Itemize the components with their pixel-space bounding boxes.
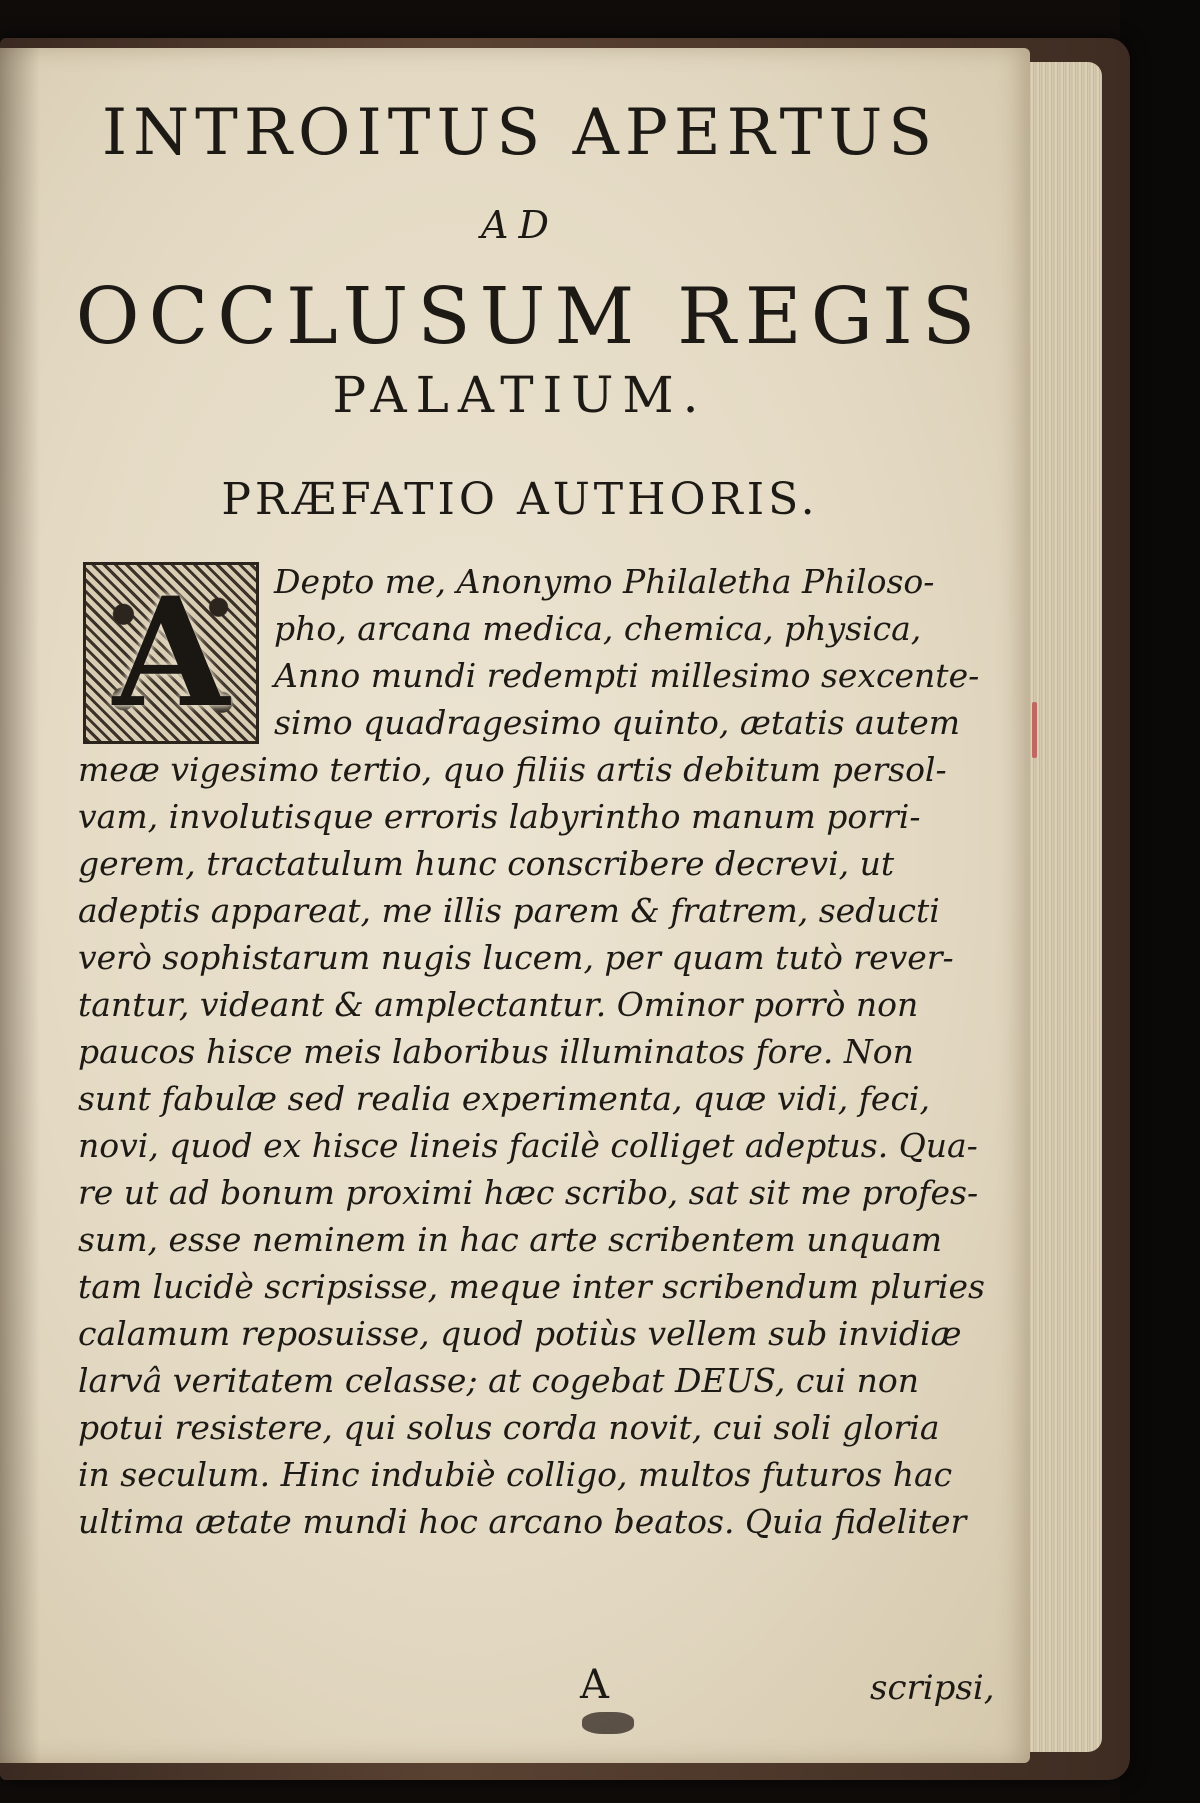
title-line-1: INTROITUS APERTUS: [101, 96, 939, 170]
body-line: in seculum. Hinc indubiè colligo, multos futuros hac: [78, 1455, 953, 1494]
background: [1120, 0, 1200, 1803]
body-line: simo quadragesimo quinto, ætatis autem: [274, 703, 961, 742]
body-line: tam lucidè scripsisse, meque inter scribendum pluries: [78, 1267, 985, 1306]
title-line-3: OCCLUSUM REGIS: [75, 272, 985, 362]
body-line: potui resistere, qui solus corda novit, cui soli gloria: [78, 1408, 940, 1447]
spine-shadow: [0, 48, 40, 1763]
body-line: calamum reposuisse, quod potiùs vellem sub invidiæ: [78, 1314, 962, 1353]
body-line: larvâ veritatem celasse; at cogebat DEUS, cui non: [78, 1361, 919, 1400]
preface-heading: PRÆFATIO AUTHORIS.: [221, 474, 819, 525]
body-line: gerem, tractatulum hunc conscribere decrevi, ut: [78, 844, 895, 883]
body-line: tantur, videant & amplectantur. Ominor porrò non: [78, 985, 919, 1024]
red-edge-mark: [1032, 702, 1037, 758]
catchword: scripsi,: [870, 1668, 995, 1708]
body-line: pho, arcana medica, chemica, physica,: [274, 609, 922, 648]
body-line: re ut ad bonum proximi hæc scribo, sat sit me profes-: [78, 1173, 979, 1212]
body-line: vam, involutisque erroris labyrintho manum porri-: [78, 797, 921, 836]
body-line: sunt fabulæ sed realia experimenta, quæ vidi, feci,: [78, 1079, 930, 1118]
initial-letter: A: [112, 565, 230, 741]
body-line: Anno mundi redempti millesimo sexcente-: [274, 656, 980, 695]
body-line: Depto me, Anonymo Philaletha Philoso-: [274, 562, 935, 601]
body-line: novi, quod ex hisce lineis facilè colliget adeptus. Qua-: [78, 1126, 978, 1165]
body-line: verò sophistarum nugis lucem, per quam tutò rever-: [78, 938, 954, 977]
body-line: meæ vigesimo tertio, quo filiis artis debitum persol-: [78, 750, 947, 789]
title-line-2: AD: [481, 203, 559, 247]
title-line-4: PALATIUM.: [332, 366, 708, 424]
body-line: adeptis appareat, me illis parem & fratrem, seducti: [78, 891, 940, 930]
body-line: paucos hisce meis laboribus illuminatos fore. Non: [78, 1032, 914, 1071]
signature-mark: A: [580, 1662, 609, 1708]
decorated-initial: [83, 562, 259, 744]
ink-stain: [582, 1712, 634, 1734]
body-line: sum, esse neminem in hac arte scribentem unquam: [78, 1220, 943, 1259]
body-line: ultima ætate mundi hoc arcano beatos. Quia fideliter: [78, 1502, 967, 1541]
